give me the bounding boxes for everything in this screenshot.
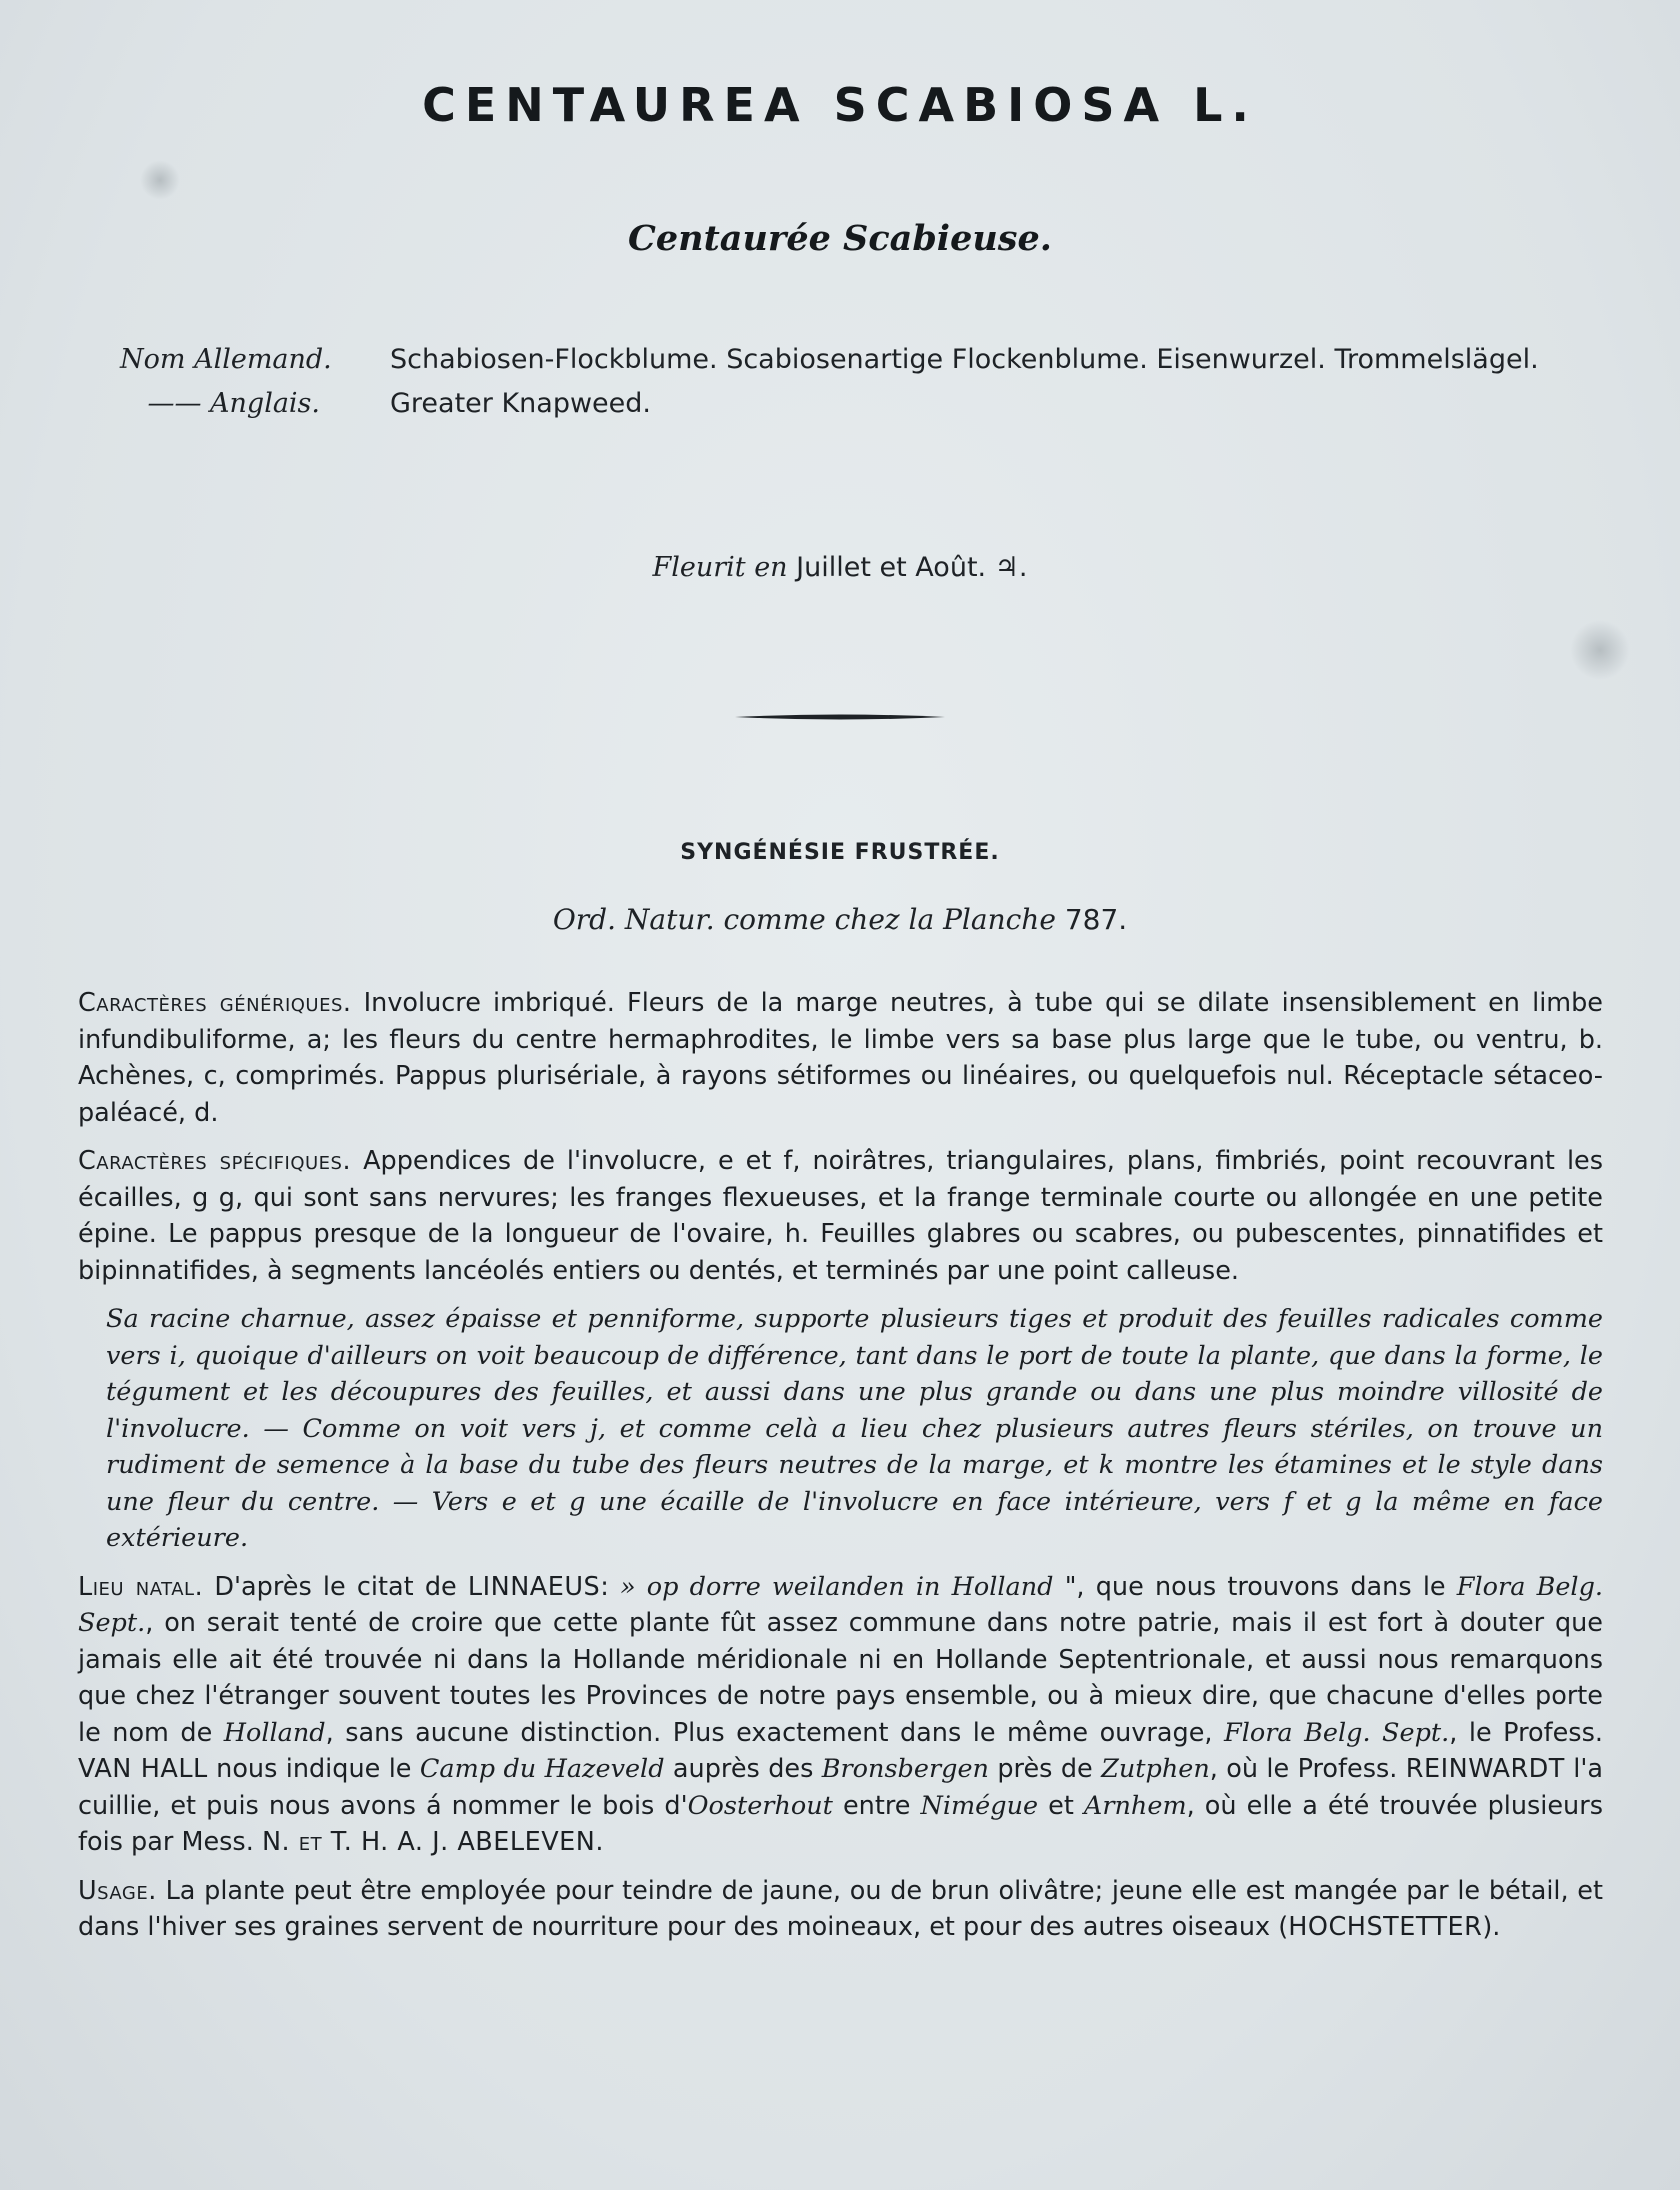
habitat-text: ", que nous trouvons dans le: [1053, 1571, 1457, 1602]
english-name-row: [120, 382, 1620, 426]
german-name-value: Schabiosen-Flockblume. Scabiosenartige Flockenblume. Eisenwurzel. Trommelslägel.: [390, 344, 1539, 375]
habitat-section: [78, 1569, 1603, 1861]
author-abeleven: N. et T. H. A. J. ABELEVEN: [261, 1827, 596, 1857]
common-names: [120, 338, 1620, 426]
classification-title: SYNGÉNÉSIE FRUSTRÉE.: [680, 840, 1000, 865]
reference-flora: Flora Belg. Sept.: [78, 1571, 1603, 1638]
habitat-text: , on serait tenté de croire que cette plante fût assez commune dans notre patrie, mais il est fort à douter que jamais elle ait été trouvée ni dans la Hollande méridionale ni en Hollande Septentrionale, et aussi nous remarquons que chez l'étranger souvent toutes les Provinces de notre pays ensemble, ou à mieux dire, que chacune d'elles porte le nom de: [78, 1608, 1603, 1748]
stain-decoration: [1570, 620, 1630, 680]
plate-number: 787.: [1064, 903, 1128, 936]
habitat-text: :: [600, 1571, 620, 1602]
usage-section: [78, 1873, 1603, 1946]
habitat-text: l'a cuillie, et puis nous avons á nommer le bois d': [78, 1754, 1603, 1821]
page-title: CENTAUREA SCABIOSA L.: [422, 78, 1258, 132]
habitat-text: auprès des: [664, 1754, 822, 1784]
habitat-text: près de: [988, 1754, 1102, 1784]
generic-label: Caractères génériques.: [78, 988, 352, 1018]
natural-order-text: Ord. Natur. comme chez la Planche: [552, 903, 1056, 936]
place-arnhem: Arnhem: [1083, 1790, 1187, 1821]
page-subtitle: Centaurée Scabieuse.: [628, 218, 1052, 259]
stain-decoration: [140, 160, 180, 200]
generic-characters: [78, 985, 1603, 1131]
usage-label: Usage.: [78, 1875, 157, 1906]
usage-text: La plante peut être employée pour teindre de jaune, ou de brun olivâtre; jeune elle est mangée par le bétail, et dans l'hiver ses graines servent de nourriture pour des moineaux, et pour des autres oiseaux (: [78, 1875, 1603, 1942]
author-linnaeus: LINNAEUS: [467, 1571, 601, 1602]
german-name-row: [120, 338, 1620, 382]
flowering-period: [0, 552, 1680, 583]
reference-flora: Flora Belg. Sept.: [1224, 1717, 1450, 1748]
place-holland: Holland: [223, 1717, 326, 1748]
flowering-months: Juillet et Août.: [796, 552, 987, 583]
text-body: [78, 985, 1603, 1958]
specific-characters: [78, 1143, 1603, 1289]
habitat-text: , où elle a été trouvée plusieurs fois par Mess.: [78, 1790, 1603, 1857]
place-bronsbergen: Bronsbergen: [821, 1754, 989, 1784]
place-oosterhout: Oosterhout: [687, 1790, 833, 1821]
natural-order: [0, 903, 1680, 936]
english-name-label: —— Anglais.: [147, 388, 320, 419]
place-camp: Camp du Hazeveld: [419, 1754, 665, 1784]
generic-text: Involucre imbriqué. Fleurs de la marge neutres, à tube qui se dilate insensiblement en limbe infundibuliforme, a; les fleurs du centre hermaphrodites, le limbe vers sa base plus large que le tube, ou ventru, b. Achènes, c, comprimés. Pappus plurisériale, à rayons sétiformes ou linéaires, ou quelquefois nul. Réceptacle sétaceo-paléacé, d.: [78, 988, 1603, 1128]
german-name-label: Nom Allemand.: [120, 344, 332, 375]
plant-description: Sa racine charnue, assez épaisse et penniforme, supporte plusieurs tiges et produit des feuilles radicales comme vers i, quoique d'ailleurs on voit beaucoup de différence, tant dans le port de toute la plante, que dans la forme, le tégument et les découpures des feuilles, et aussi dans une plus grande ou dans une plus moindre villosité de l'involucre. — Comme on voit vers j, et comme celà a lieu chez plusieurs autres fleurs stériles, on trouve un rudiment de semence à la base du tube des fleurs neutres de la marge, et k montre les étamines et le style dans une fleur du centre. — Vers e et g une écaille de l'involucre en face intérieure, vers f et g la même en face extérieure.: [106, 1304, 1603, 1553]
usage-end: ).: [1482, 1912, 1501, 1942]
habitat-text: , sans aucune distinction. Plus exactement dans le même ouvrage,: [325, 1717, 1225, 1748]
habitat-quote: » op dorre weilanden in Holland: [619, 1571, 1054, 1602]
place-nimegue: Nimégue: [920, 1790, 1039, 1821]
english-name-value: Greater Knapweed.: [390, 388, 651, 419]
habitat-text: D'après le citat de: [203, 1571, 468, 1602]
author-hochstetter: HOCHSTETTER: [1288, 1912, 1483, 1942]
habitat-text: et: [1038, 1790, 1084, 1821]
flowering-prefix: Fleurit en: [652, 552, 788, 583]
author-van-hall: VAN HALL: [78, 1754, 208, 1784]
place-zutphen: Zutphen: [1101, 1754, 1210, 1784]
habitat-text: entre: [832, 1790, 921, 1821]
perennial-symbol: ♃.: [994, 552, 1028, 583]
habitat-text: , le Profess.: [1449, 1717, 1603, 1748]
specific-text: Appendices de l'involucre, e et f, noirâtres, triangulaires, plans, fimbriés, point recouvrant les écailles, g g, qui sont sans nervures; les franges flexueuses, et la frange terminale courte ou allongée en une petite épine. Le pappus presque de la longueur de l'ovaire, h. Feuilles glabres ou scabres, ou pubescentes, pinnatifides et bipinnatifides, à segments lancéolés entiers ou dentés, et terminés par une point calleuse.: [78, 1146, 1603, 1286]
habitat-text: .: [595, 1827, 604, 1857]
ornamental-rule: [735, 713, 945, 721]
habitat-text: nous indique le: [207, 1754, 420, 1784]
habitat-text: , où le Profess.: [1209, 1754, 1406, 1784]
specific-label: Caractères spécifiques.: [78, 1146, 352, 1176]
author-reinwardt: REINWARDT: [1405, 1754, 1565, 1784]
habitat-label: Lieu natal.: [78, 1571, 204, 1602]
